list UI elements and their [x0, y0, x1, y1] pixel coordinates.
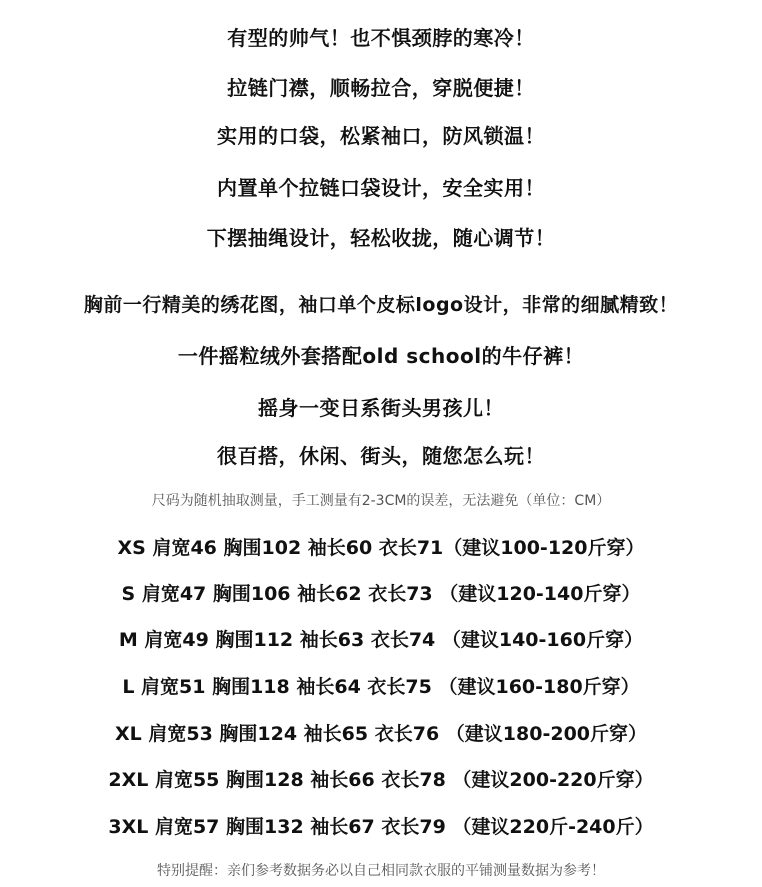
feature-line-2: 拉链门襟，顺畅拉合，穿脱便捷！: [227, 76, 535, 100]
feature-line-3: 实用的口袋，松紧袖口，防风锁温！: [217, 124, 545, 148]
measurement-note: 尺码为随机抽取测量，手工测量有2-3CM的误差，无法避免（单位：CM）: [151, 493, 611, 509]
feature-line-4: 内置单个拉链口袋设计，安全实用！: [217, 176, 545, 200]
description-line-4: 很百搭，休闲、街头，随您怎么玩！: [217, 444, 545, 468]
size-row-m: M 肩宽49 胸围112 袖长63 衣长74 （建议140-160斤穿）: [118, 629, 644, 651]
size-row-s: S 肩宽47 胸围106 袖长62 衣长73 （建议120-140斤穿）: [121, 583, 641, 605]
size-row-xs: XS 肩宽46 胸围102 袖长60 衣长71（建议100-120斤穿）: [117, 537, 645, 559]
size-row-3xl: 3XL 肩宽57 胸围132 袖长67 衣长79 （建议220斤-240斤）: [108, 816, 654, 838]
size-row-2xl: 2XL 肩宽55 胸围128 袖长66 衣长78 （建议200-220斤穿）: [108, 769, 654, 791]
feature-line-1: 有型的帅气！也不惧颈脖的寒冷！: [227, 26, 535, 50]
description-line-3: 摇身一变日系街头男孩儿！: [258, 396, 504, 420]
size-row-l: L 肩宽51 胸围118 袖长64 衣长75 （建议160-180斤穿）: [122, 676, 640, 698]
footer-note: 特别提醒：亲们参考数据务必以自己相同款衣服的平铺测量数据为参考！: [157, 863, 605, 879]
feature-line-5: 下摆抽绳设计，轻松收拢，随心调节！: [206, 226, 556, 250]
description-line-2: 一件摇粒绒外套搭配old school的牛仔裤！: [177, 344, 585, 368]
description-line-1: 胸前一行精美的绣花图，袖口单个皮标logo设计，非常的细腻精致！: [83, 294, 679, 316]
size-row-xl: XL 肩宽53 胸围124 袖长65 衣长76 （建议180-200斤穿）: [114, 723, 648, 745]
